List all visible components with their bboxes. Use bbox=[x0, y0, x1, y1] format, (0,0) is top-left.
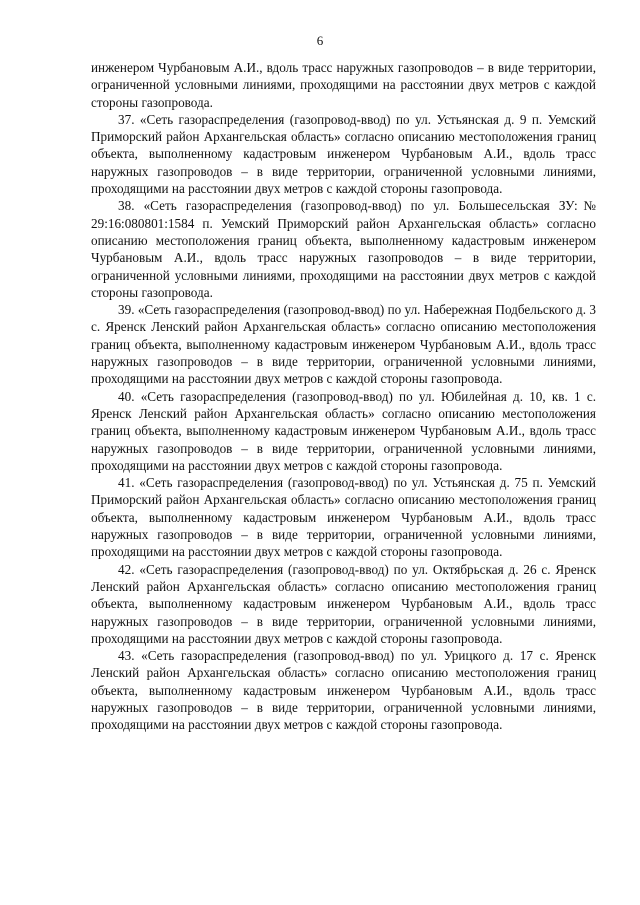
paragraph-item-43: 43. «Сеть газораспределения (газопровод-ввод) по ул. Урицкого д. 17 с. Яренск Ленский район Архангельская область» согласно описанию местоположения границ объекта, выполненному кадастровым инженером Чурбановым А.И., вдоль трасс наружных газопроводов – в виде территории, ограниченной условными линиями, проходящими на расстоянии двух метров с каждой стороны газопровода. bbox=[91, 648, 596, 733]
paragraph-item-38: 38. «Сеть газораспределения (газопровод-ввод) по ул. Большесельская ЗУ:№ 29:16:080801:1584 п. Уемский Приморский район Архангельская область» согласно описанию местоположения границ объекта, выполненному кадастровым инженером Чурбановым А.И., вдоль трасс наружных газопроводов – в виде территории, ограниченной условными линиями, проходящими на расстоянии двух метров с каждой стороны газопровода. bbox=[91, 198, 596, 300]
paragraph-item-39: 39. «Сеть газораспределения (газопровод-ввод) по ул. Набережная Подбельского д. 3 с. Яренск Ленский район Архангельская область» согласно описанию местоположения границ объекта, выполненному кадастровым инженером Чурбановым А.И., вдоль трасс наружных газопроводов – в виде территории, ограниченной условными линиями, проходящими на расстоянии двух метров с каждой стороны газопровода. bbox=[91, 302, 596, 387]
paragraph-item-42: 42. «Сеть газораспределения (газопровод-ввод) по ул. Октябрьская д. 26 с. Яренск Ленский район Архангельская область» согласно описанию местоположения границ объекта, выполненному кадастровым инженером Чурбановым А.И., вдоль трасс наружных газопроводов – в виде территории, ограниченной условными линиями, проходящими на расстоянии двух метров с каждой стороны газопровода. bbox=[91, 561, 596, 646]
page-number: 6 bbox=[316, 33, 324, 48]
document-body bbox=[91, 59, 596, 734]
paragraph-item-41: 41. «Сеть газораспределения (газопровод-ввод) по ул. Устьянская д. 75 п. Уемский Приморский район Архангельская область» согласно описанию местоположения границ объекта, выполненному кадастровым инженером Чурбановым А.И., вдоль трасс наружных газопроводов – в виде территории, ограниченной условными линиями, проходящими на расстоянии двух метров с каждой стороны газопровода. bbox=[91, 475, 596, 560]
paragraph-item-40: 40. «Сеть газораспределения (газопровод-ввод) по ул. Юбилейная д. 10, кв. 1 с. Яренск Ленский район Архангельская область» согласно описанию местоположения границ объекта, выполненному кадастровым инженером Чурбановым А.И., вдоль трасс наружных газопроводов – в виде территории, ограниченной условными линиями, проходящими на расстоянии двух метров с каждой стороны газопровода. bbox=[91, 388, 596, 473]
paragraph-item-37: 37. «Сеть газораспределения (газопровод-ввод) по ул. Устьянская д. 9 п. Уемский Приморский район Архангельская область» согласно описанию местоположения границ объекта, выполненному кадастровым инженером Чурбановым А.И., вдоль трасс наружных газопроводов – в виде территории, ограниченной условными линиями, проходящими на расстоянии двух метров с каждой стороны газопровода. bbox=[91, 111, 596, 197]
paragraph-continuation: инженером Чурбановым А.И., вдоль трасс наружных газопроводов – в виде территории, ограниченной условными линиями, проходящими на расстоянии двух метров с каждой стороны газопровода. bbox=[91, 60, 596, 110]
